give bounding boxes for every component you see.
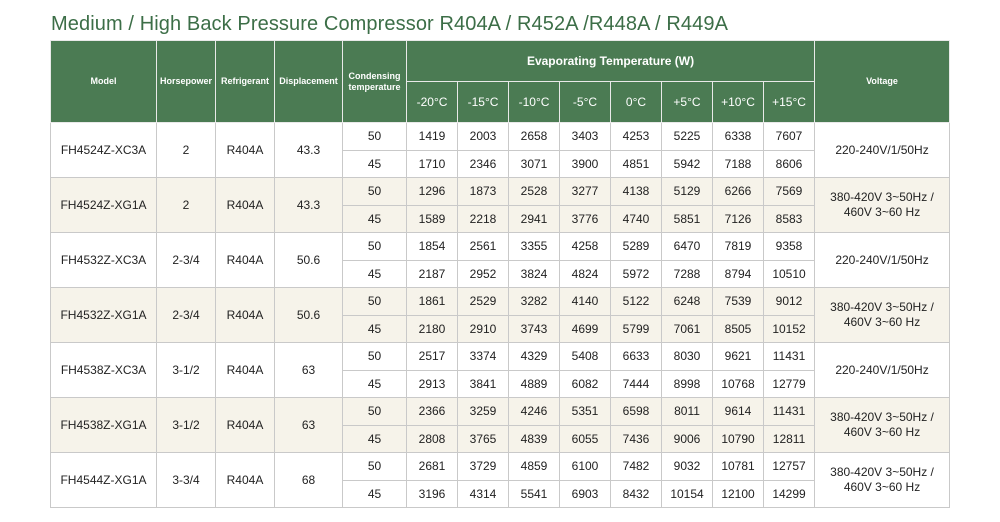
capacity-cell: 7288: [662, 260, 713, 288]
header-evap-temp: -15°C: [458, 82, 509, 123]
displacement-cell: 50.6: [275, 233, 343, 288]
capacity-cell: 3729: [458, 453, 509, 481]
header-horsepower: Horsepower: [157, 41, 216, 123]
model-cell: FH4524Z-XG1A: [51, 178, 157, 233]
capacity-cell: 3071: [509, 150, 560, 178]
capacity-cell: 3277: [560, 178, 611, 206]
header-evap-temp: -5°C: [560, 82, 611, 123]
capacity-cell: 5541: [509, 480, 560, 508]
capacity-cell: 1861: [407, 288, 458, 316]
capacity-cell: 4824: [560, 260, 611, 288]
capacity-cell: 2941: [509, 205, 560, 233]
capacity-cell: 6248: [662, 288, 713, 316]
voltage-cell: 380-420V 3~50Hz / 460V 3~60 Hz: [815, 288, 950, 343]
condensing-temp-cell: 45: [343, 425, 407, 453]
condensing-temp-cell: 50: [343, 233, 407, 261]
capacity-cell: 9032: [662, 453, 713, 481]
capacity-cell: 7819: [713, 233, 764, 261]
voltage-cell: 380-420V 3~50Hz / 460V 3~60 Hz: [815, 398, 950, 453]
horsepower-cell: 2: [157, 178, 216, 233]
capacity-cell: 5851: [662, 205, 713, 233]
capacity-cell: 10781: [713, 453, 764, 481]
capacity-cell: 3403: [560, 123, 611, 151]
displacement-cell: 43.3: [275, 123, 343, 178]
condensing-temp-cell: 50: [343, 123, 407, 151]
capacity-cell: 7482: [611, 453, 662, 481]
capacity-cell: 7126: [713, 205, 764, 233]
capacity-cell: 4889: [509, 370, 560, 398]
capacity-cell: 4740: [611, 205, 662, 233]
capacity-cell: 6633: [611, 343, 662, 371]
capacity-cell: 4138: [611, 178, 662, 206]
capacity-cell: 3196: [407, 480, 458, 508]
condensing-temp-cell: 45: [343, 370, 407, 398]
condensing-temp-cell: 45: [343, 150, 407, 178]
capacity-cell: 2003: [458, 123, 509, 151]
capacity-cell: 6266: [713, 178, 764, 206]
capacity-cell: 5408: [560, 343, 611, 371]
header-refrigerant: Refrigerant: [216, 41, 275, 123]
capacity-cell: 4258: [560, 233, 611, 261]
capacity-cell: 9012: [764, 288, 815, 316]
capacity-cell: 3282: [509, 288, 560, 316]
capacity-cell: 3776: [560, 205, 611, 233]
displacement-cell: 50.6: [275, 288, 343, 343]
voltage-cell: 220-240V/1/50Hz: [815, 343, 950, 398]
table-row: [51, 343, 950, 371]
model-cell: FH4544Z-XG1A: [51, 453, 157, 508]
capacity-cell: 7061: [662, 315, 713, 343]
displacement-cell: 43.3: [275, 178, 343, 233]
voltage-cell: 380-420V 3~50Hz / 460V 3~60 Hz: [815, 453, 950, 508]
header-evap-temp: +10°C: [713, 82, 764, 123]
condensing-temp-cell: 50: [343, 453, 407, 481]
table-row: [51, 123, 950, 151]
capacity-cell: 3374: [458, 343, 509, 371]
header-condensing-temperature: Condensing temperature: [343, 41, 407, 123]
capacity-cell: 6055: [560, 425, 611, 453]
header-voltage: Voltage: [815, 41, 950, 123]
capacity-cell: 1419: [407, 123, 458, 151]
capacity-cell: 1589: [407, 205, 458, 233]
capacity-cell: 6100: [560, 453, 611, 481]
capacity-cell: 7436: [611, 425, 662, 453]
capacity-cell: 6338: [713, 123, 764, 151]
capacity-cell: 2913: [407, 370, 458, 398]
capacity-cell: 1854: [407, 233, 458, 261]
capacity-cell: 6082: [560, 370, 611, 398]
capacity-cell: 8505: [713, 315, 764, 343]
voltage-cell: 220-240V/1/50Hz: [815, 123, 950, 178]
displacement-cell: 63: [275, 343, 343, 398]
capacity-cell: 8432: [611, 480, 662, 508]
displacement-cell: 63: [275, 398, 343, 453]
model-cell: FH4532Z-XG1A: [51, 288, 157, 343]
capacity-cell: 10510: [764, 260, 815, 288]
table-header: [51, 41, 950, 123]
capacity-cell: 2346: [458, 150, 509, 178]
model-cell: FH4538Z-XC3A: [51, 343, 157, 398]
capacity-cell: 4329: [509, 343, 560, 371]
model-cell: FH4532Z-XC3A: [51, 233, 157, 288]
table-row: [51, 288, 950, 316]
capacity-cell: 8583: [764, 205, 815, 233]
horsepower-cell: 3-1/2: [157, 343, 216, 398]
horsepower-cell: 2-3/4: [157, 288, 216, 343]
refrigerant-cell: R404A: [216, 288, 275, 343]
table-row: [51, 233, 950, 261]
compressor-spec-table: [50, 40, 950, 508]
capacity-cell: 7188: [713, 150, 764, 178]
capacity-cell: 4246: [509, 398, 560, 426]
header-evap-temp: -10°C: [509, 82, 560, 123]
capacity-cell: 5289: [611, 233, 662, 261]
voltage-cell: 220-240V/1/50Hz: [815, 233, 950, 288]
capacity-cell: 7607: [764, 123, 815, 151]
condensing-temp-cell: 50: [343, 343, 407, 371]
capacity-cell: 2808: [407, 425, 458, 453]
capacity-cell: 4140: [560, 288, 611, 316]
capacity-cell: 9006: [662, 425, 713, 453]
condensing-temp-cell: 45: [343, 260, 407, 288]
header-model: Model: [51, 41, 157, 123]
capacity-cell: 14299: [764, 480, 815, 508]
capacity-cell: 5225: [662, 123, 713, 151]
capacity-cell: 12811: [764, 425, 815, 453]
capacity-cell: 2528: [509, 178, 560, 206]
table-body: [51, 123, 950, 508]
capacity-cell: 8998: [662, 370, 713, 398]
table-row: [51, 178, 950, 206]
condensing-temp-cell: 50: [343, 288, 407, 316]
header-evap-temp: +5°C: [662, 82, 713, 123]
capacity-cell: 3259: [458, 398, 509, 426]
header-evap-temp: -20°C: [407, 82, 458, 123]
capacity-cell: 3355: [509, 233, 560, 261]
capacity-cell: 3900: [560, 150, 611, 178]
capacity-cell: 10768: [713, 370, 764, 398]
capacity-cell: 5799: [611, 315, 662, 343]
capacity-cell: 6903: [560, 480, 611, 508]
condensing-temp-cell: 45: [343, 480, 407, 508]
capacity-cell: 11431: [764, 398, 815, 426]
refrigerant-cell: R404A: [216, 178, 275, 233]
capacity-cell: 2366: [407, 398, 458, 426]
capacity-cell: 10790: [713, 425, 764, 453]
capacity-cell: 1710: [407, 150, 458, 178]
capacity-cell: 2187: [407, 260, 458, 288]
capacity-cell: 2561: [458, 233, 509, 261]
condensing-temp-cell: 45: [343, 315, 407, 343]
capacity-cell: 2658: [509, 123, 560, 151]
capacity-cell: 5942: [662, 150, 713, 178]
refrigerant-cell: R404A: [216, 123, 275, 178]
condensing-temp-cell: 45: [343, 205, 407, 233]
capacity-cell: 3765: [458, 425, 509, 453]
refrigerant-cell: R404A: [216, 398, 275, 453]
capacity-cell: 4314: [458, 480, 509, 508]
capacity-cell: 8030: [662, 343, 713, 371]
table-row: [51, 453, 950, 481]
capacity-cell: 4699: [560, 315, 611, 343]
header-evap-temp: 0°C: [611, 82, 662, 123]
capacity-cell: 2910: [458, 315, 509, 343]
condensing-temp-cell: 50: [343, 178, 407, 206]
capacity-cell: 3824: [509, 260, 560, 288]
voltage-cell: 380-420V 3~50Hz / 460V 3~60 Hz: [815, 178, 950, 233]
capacity-cell: 4839: [509, 425, 560, 453]
capacity-cell: 5972: [611, 260, 662, 288]
capacity-cell: 3743: [509, 315, 560, 343]
capacity-cell: 2952: [458, 260, 509, 288]
capacity-cell: 7569: [764, 178, 815, 206]
capacity-cell: 2517: [407, 343, 458, 371]
model-cell: FH4524Z-XC3A: [51, 123, 157, 178]
horsepower-cell: 3-1/2: [157, 398, 216, 453]
capacity-cell: 8794: [713, 260, 764, 288]
capacity-cell: 2180: [407, 315, 458, 343]
refrigerant-cell: R404A: [216, 233, 275, 288]
capacity-cell: 1296: [407, 178, 458, 206]
header-evaporating-temperature: Evaporating Temperature (W): [407, 41, 815, 82]
capacity-cell: 3841: [458, 370, 509, 398]
capacity-cell: 12779: [764, 370, 815, 398]
capacity-cell: 9614: [713, 398, 764, 426]
capacity-cell: 4253: [611, 123, 662, 151]
horsepower-cell: 3-3/4: [157, 453, 216, 508]
page-title: Medium / High Back Pressure Compressor R404A / R452A /R448A / R449A: [51, 13, 729, 35]
capacity-cell: 9358: [764, 233, 815, 261]
horsepower-cell: 2-3/4: [157, 233, 216, 288]
capacity-cell: 2681: [407, 453, 458, 481]
capacity-cell: 1873: [458, 178, 509, 206]
capacity-cell: 2529: [458, 288, 509, 316]
capacity-cell: 4851: [611, 150, 662, 178]
capacity-cell: 11431: [764, 343, 815, 371]
capacity-cell: 6598: [611, 398, 662, 426]
capacity-cell: 7539: [713, 288, 764, 316]
capacity-cell: 5129: [662, 178, 713, 206]
capacity-cell: 5351: [560, 398, 611, 426]
capacity-cell: 12100: [713, 480, 764, 508]
capacity-cell: 8606: [764, 150, 815, 178]
refrigerant-cell: R404A: [216, 453, 275, 508]
model-cell: FH4538Z-XG1A: [51, 398, 157, 453]
capacity-cell: 5122: [611, 288, 662, 316]
capacity-cell: 7444: [611, 370, 662, 398]
condensing-temp-cell: 50: [343, 398, 407, 426]
displacement-cell: 68: [275, 453, 343, 508]
capacity-cell: 10154: [662, 480, 713, 508]
capacity-cell: 6470: [662, 233, 713, 261]
capacity-cell: 12757: [764, 453, 815, 481]
capacity-cell: 4859: [509, 453, 560, 481]
capacity-cell: 2218: [458, 205, 509, 233]
header-evap-temp: +15°C: [764, 82, 815, 123]
refrigerant-cell: R404A: [216, 343, 275, 398]
capacity-cell: 8011: [662, 398, 713, 426]
capacity-cell: 9621: [713, 343, 764, 371]
table-row: [51, 398, 950, 426]
header-displacement: Displacement: [275, 41, 343, 123]
horsepower-cell: 2: [157, 123, 216, 178]
capacity-cell: 10152: [764, 315, 815, 343]
